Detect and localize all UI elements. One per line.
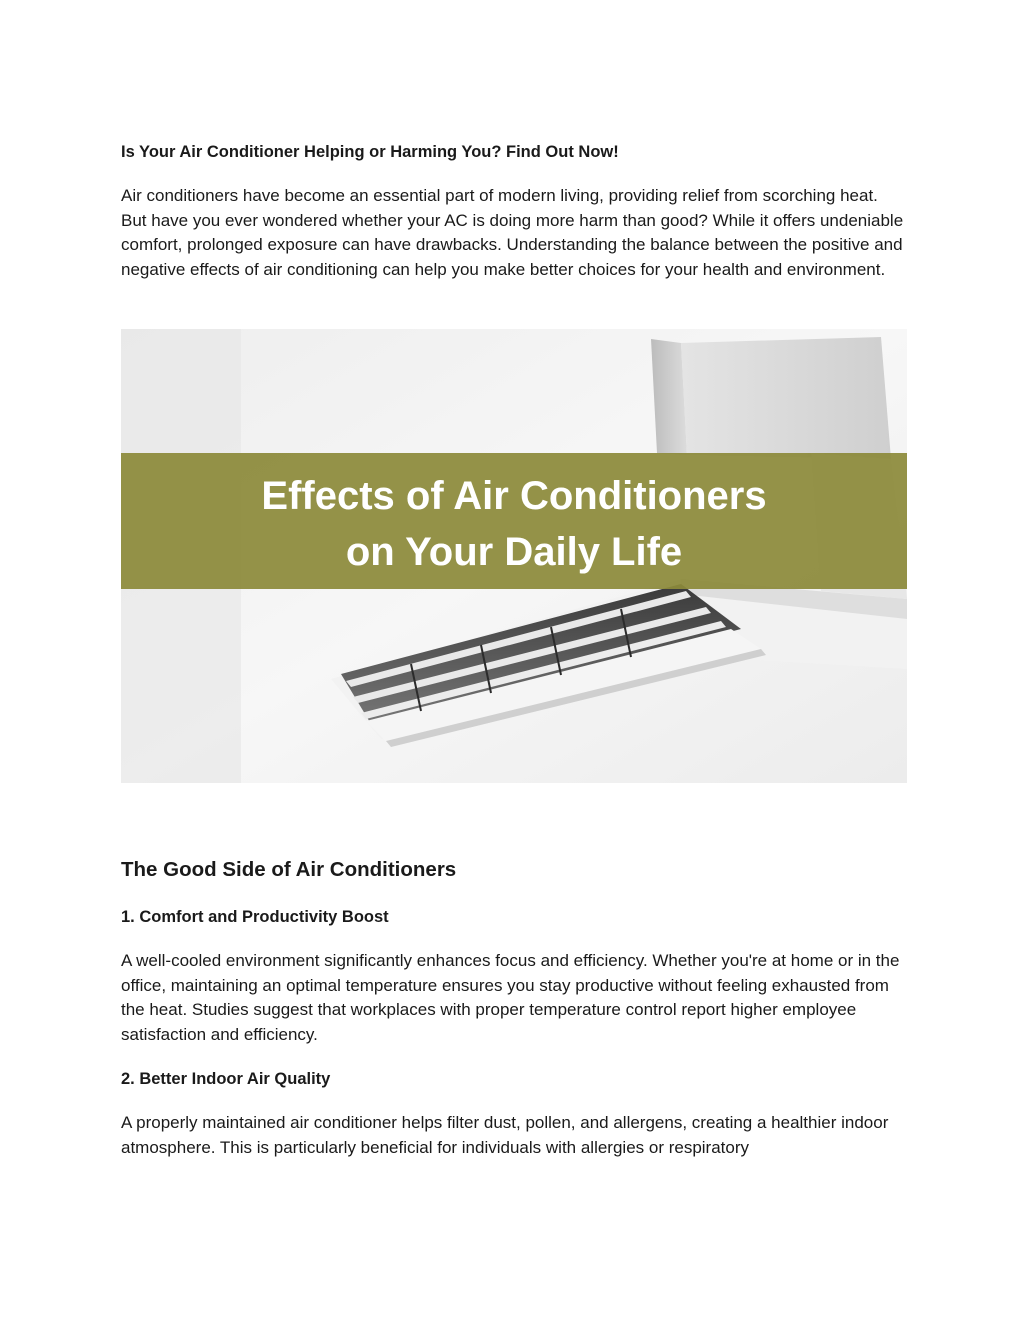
subsection-body: A properly maintained air conditioner helps filter dust, pollen, and allergens, creating a healthier indoor atmosphere. This is particularly beneficial for individuals with allergies or respiratory [121,1113,889,1157]
banner-title-line-2: on Your Daily Life [345,530,683,574]
hero-image [121,329,907,783]
subsection-body: A well-cooled environment significantly enhances focus and efficiency. Whether you're at home or in the office, maintaining an optimal temperature ensures you stay productive without feeling exhausted from the heat. Studies suggest that workplaces with proper temperature control report higher employee satisfaction and efficiency. [121,951,900,1044]
intro-paragraph: Air conditioners have become an essential part of modern living, providing relief from scorching heat. But have you ever wondered whether your AC is doing more harm than good? While it offers undeniable comfort, prolonged exposure can have drawbacks. Understanding the balance between the positive and negative effects of air conditioning can help you make better choices for your health and environment. [121,186,904,279]
intro-heading: Is Your Air Conditioner Helping or Harming You? Find Out Now! [121,143,619,161]
subsection-heading: 2. Better Indoor Air Quality [121,1070,331,1088]
section-heading: The Good Side of Air Conditioners [121,858,457,881]
banner-title-line-1: Effects of Air Conditioners [261,474,767,518]
subsection-heading: 1. Comfort and Productivity Boost [121,908,389,926]
